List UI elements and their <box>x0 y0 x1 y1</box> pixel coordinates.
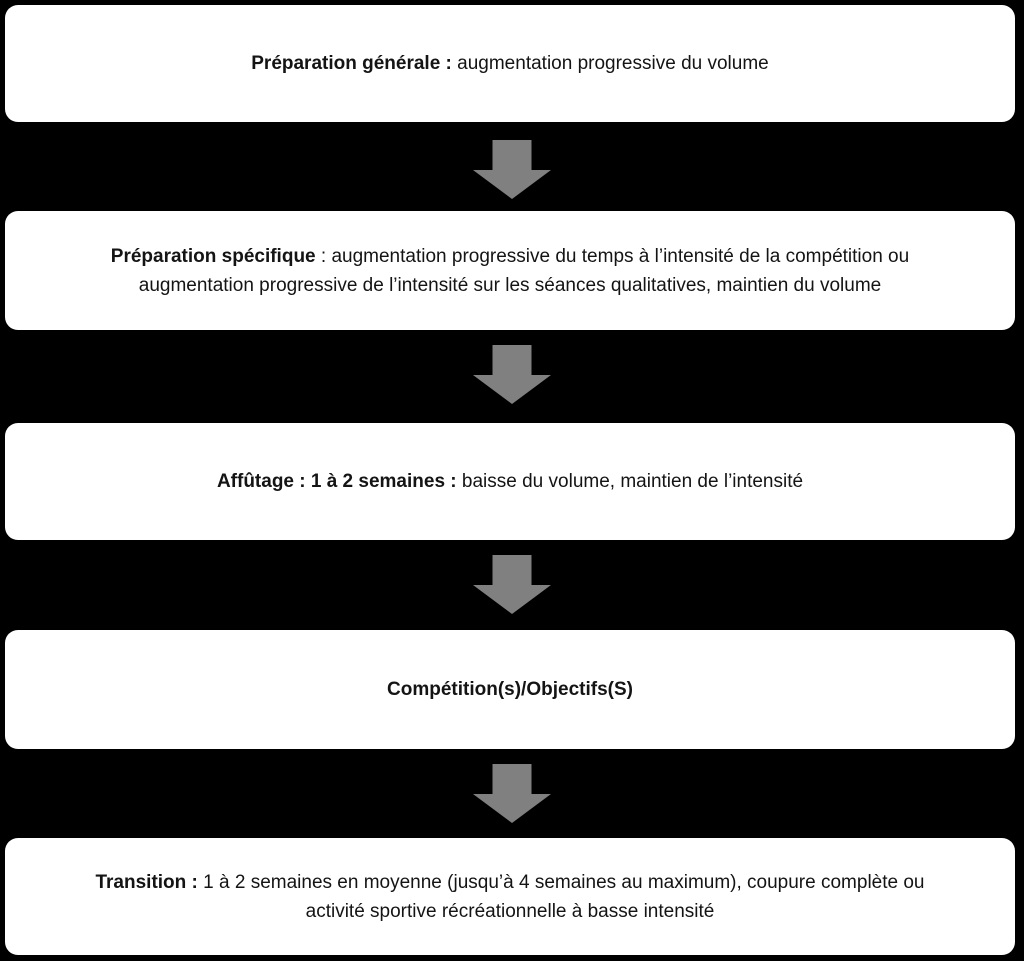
down-arrow-shape <box>473 345 551 404</box>
down-arrow-icon <box>473 555 551 614</box>
step-description: augmentation progressive du volume <box>451 53 769 74</box>
step-description-line2: augmentation progressive de l’intensité sur les séances qualitatives, maintien du volume <box>138 274 882 296</box>
down-arrow-shape <box>473 764 551 823</box>
step-description-line2: activité sportive récréationnelle à basse intensité <box>305 900 715 922</box>
step-title: Affûtage : 1 à 2 semaines : <box>216 471 457 492</box>
down-arrow-shape <box>473 555 551 614</box>
step-title: Compétition(s)/Objectifs(S) <box>387 679 633 700</box>
down-arrow-icon <box>473 345 551 404</box>
step-description-line1: 1 à 2 semaines en moyenne (jusqu’à 4 semaines au maximum), coupure complète ou <box>197 871 925 893</box>
step-box-transition <box>5 838 1015 955</box>
step-box-competition-objectifs <box>5 630 1015 749</box>
step-text <box>217 467 803 496</box>
down-arrow-icon <box>473 140 551 199</box>
step-title: Transition : <box>95 871 198 893</box>
step-text <box>251 49 768 78</box>
step-box-preparation-generale <box>5 5 1015 122</box>
step-description-line1: : augmentation progressive du temps à l’intensité de la compétition ou <box>315 245 910 267</box>
step-box-affutage <box>5 423 1015 540</box>
down-arrow-shape <box>473 140 551 199</box>
step-text <box>387 675 633 704</box>
step-text <box>95 868 924 926</box>
step-title: Préparation générale : <box>251 53 452 74</box>
step-text <box>111 242 909 300</box>
step-description: baisse du volume, maintien de l’intensité <box>456 471 804 492</box>
step-box-preparation-specifique <box>5 211 1015 330</box>
down-arrow-icon <box>473 764 551 823</box>
step-title: Préparation spécifique <box>110 245 316 267</box>
